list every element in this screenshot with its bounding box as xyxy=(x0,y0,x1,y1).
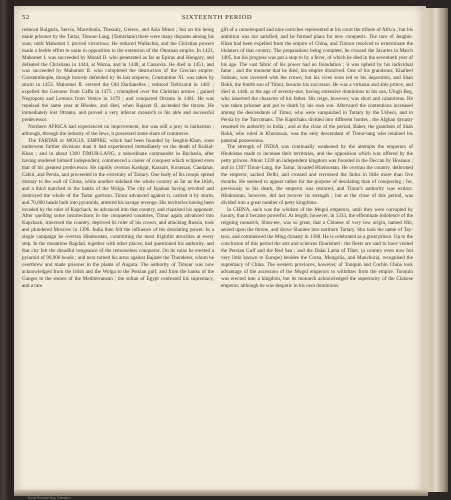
credit-line xyxy=(28,493,78,500)
paragraph: Northern AFRICA had experienced no improvement, but was still a prey to barbarism ; although, through the industry of the Jews, it possessed some share of commerce. xyxy=(22,123,214,137)
text-columns xyxy=(22,27,414,483)
running-header xyxy=(22,14,412,26)
paragraph: The strength of INDIA was continually weakened by the attempts the emperors of Hindostan made to increase their territories, and the opposition which was offered by the petty princes. About 1320 an independent kingdom was founded in the Deccan by Hossaun ; and in 1397 Timur-Lang, the Tartar, invaded Hindoostan. He overran the country, dethroned the emperor, sacked Delhi, and crossed and recrossed the Indus in little more than five months. He seemed to appear rather for the purpose of desolating than of conquering ; for, previously to his death, the emperor was restored, and Timur's authority was extinct. Hindoostan, however, did not recover its strength ; but at the close of this period, was divided into a great number of petty kingdoms. xyxy=(221,144,413,206)
left-column xyxy=(22,27,214,483)
paragraph: The TARTAR or MOGUL EMPIRE, which had been founded by Jenghis-Khan, soon underwent further divisions than it had experienced immediately on the death of Kublai-Khan ; and in about 1360 TIMUR-LANG, a subordinate commander in Bucharia, after having rendered himself independent, commenced a career of conquest which eclipsed even that of his greatest predecessor. He rapidly overran Kashgar, Karazm, Korassan, Candahar, Cabul, and Persia, and proceeded to the extremity of Tartary. One body of his troops spread dismay to the wall of China, while another subdued the whole country as far as the Irtish, and a third marched to the banks of the Wolga. The city of Ispahan having revolted and destroyed the whole of the Tartar garrison, Timur advanced against it, carried it by storm, and 70,000 heads built into pyramids, attested his savage revenge. His territories having been invaded by the ruler of Kapchack, he advanced into that country, and chastised his opponent. After quelling some insurrections in the conquered countries, Timur again advanced into Kapchack, traversed the country, deprived its ruler of his crown, and attacking Russia, took and plundered Moscow in 1396. India then felt the influence of his desolating power. In a single campaign he overran Hindoostan, committing the most frightful atrocities at every step. In the meantime Bagdad, together with other places, had questioned his authority, and that city felt the dreadful vengeance of the remorseless conqueror. On its ruins he erected a pyramid of 90,000 heads ; and next turned his arms against Bajazet the Thunderer, whom he overthrew and made prisoner in the plains of Angora. The authority of Timour was now acknowledged from the Irtish and the Wolga to the Persian gulf, and from the banks of the Ganges to the shores of the Mediterranean ; the sultan of Egypt confessed his supremacy, and a rare xyxy=(22,137,214,289)
right-column xyxy=(221,27,413,483)
page-number: 52 xyxy=(22,14,30,21)
running-title: SIXTEENTH PERIOD xyxy=(181,14,253,21)
paragraph: gift of a cameleopard and nine ostriches represented at his court the tribute of Africa ; but his ambition was not satisfied, and he formed plans for new conquests. The race of Jenghis-Khan had been expelled from the empire of China, and Timour resolved to exterminate the idolaters of that country. The preparations being complete, he crossed the Jaxartes in March 1405, but his progress was put a stop to by a fever, of which he died in the seventieth year of his age. The vast fabric of his power had no foundation ; it was upheld by his individual fame ; and the moment that he died, his empire dissolved. One of his grandsons, Khalleel Sultaun, was invested with the crown, but his vices soon led to his deposition, and Shah Rokh, the fourth son of Timur, became his successor. He was a virtuous and able prince, and died in 1446, at the age of seventy-one, having extensive dominions to his son, Ulugh Beg, who inherited the character of his father. His reign, however, was short and calamitous. He was taken prisoner and put to death by his own son. Afterward the contentions increased among the descendants of Timur, who were vanquished in Tartary by the Usbecs, and in Persia by the Turcomans. The Kaptchaks divided into different hordes ; the Afghan dynasty resumed its authority in India ; and at the close of the period, Baber, the grandson of Shah Rokh, who ruled in Khorassan, was the only descendant of Timur-lang who retained his paternal possessions. xyxy=(221,27,413,144)
paragraph: In CHINA, such was the wisdom of the Mogul emperors, until they were corrupted by luxury, that it became powerful. At length, however, in 1333, the effeminate indolence of the reigning monarch, Shun-tee, was so great, that a Chinese of very low origin, named Hin, seized upon the throne, and drove Shuntee into northern Tartary. Shu took the name of Tay-tsou, and commenced the Ming dynasty in 1368. He is celebrated as a great prince. Up to the conclusion of this period the arts and sciences flourished : the fleets are said to have visited the Persian Gulf and the Red Sea ; and the Dalai Lama of Tibet, (a country even now but very little known to Europe) besides the Corea, Mongolia, and Manchuria, recognised the supremacy of China. The western provinces, however, of Tonquin and Cochin China took advantage of the accession of the Mogul emperors to withdraw from the empire. Tonquin was erected into a kingdom, but its monarch acknowledged the superiority of the Chinese emperor, although he was despotic in his own dominions. xyxy=(221,206,413,289)
page-edges xyxy=(426,8,448,492)
paragraph: reduced Bulgaria, Servia, Macedonia, Thessaly, Greece, and Asia Minor ; but on his being made prisoner by the Tartar, Timour-Lang, (Tamerlane) there were many disputes among his sons, until Mahomet I. proved victorious. He reduced Wallachia, and the Christian powers made a feeble effort to unite in opposition to the extension of the Ottoman empire. In 1421, Mahomet I. was succeeded by Murad II. who penetrated as far as Epirus and Hungary, and defeated the Christians in 1444, at Warna, and in 1448, at Cassovia. He died in 1451, and was succeeded by Mahomet II. who completed the destruction of the Grecian empire. Constantinople, though bravely defended by its last emperor, Constantine XI. was taken by storm in 1453. Mahomet II. erected the Old Dardanelles ; reduced Trebizond in 1461 ; expelled the Genoese from Caffa in 1475 ; triumphed over the Christian armies ; gained Negropont and Lemnos from Venice in 1479 ; and conquered Otranto in 1481. He was repulsed the same year at Rhodes, and died, when Bajazet II. ascended the throne. He immediately lost Otranto, and proved a very inferior monarch to his able and successful predecessor. xyxy=(22,27,214,123)
credit-line-2: David Rumsey Map Collection xyxy=(28,495,71,500)
credit-line-1: Copyright Lumen Wellbeing Library xyxy=(28,492,78,496)
